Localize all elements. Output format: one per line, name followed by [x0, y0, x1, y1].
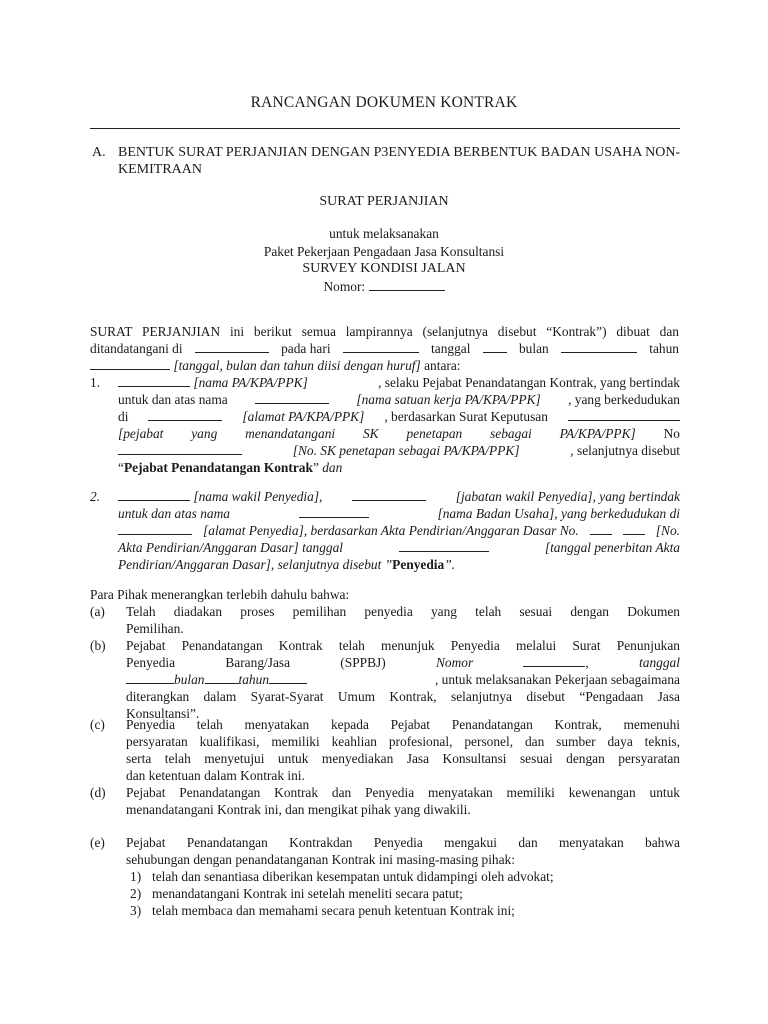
sub-item-3-label: 3) — [130, 903, 142, 918]
text-di: di — [118, 409, 129, 424]
blank-akta-date — [399, 539, 489, 552]
party-1-line-2 — [118, 391, 680, 408]
blank-akta-1 — [590, 522, 612, 535]
agreement-title: SURAT PERJANJIAN — [319, 194, 449, 209]
opening-paragraph — [90, 323, 679, 374]
party-1-role-text: , selaku Pejabat Penandatangan Kontrak, yang bertindak — [378, 375, 680, 390]
blank-year — [90, 357, 170, 370]
recital-d-line-2: menandatangani Kontrak ini, dan mengikat pihak yang diwakili. — [126, 802, 471, 817]
text-selanjutnya: , selanjutnya disebut — [570, 443, 680, 458]
word-menandatangani: menandatangani — [245, 426, 336, 441]
blank-sppbj-day — [126, 671, 174, 684]
recital-c-line-4: dan ketentuan dalam Kontrak ini. — [126, 768, 305, 783]
party-1-line-4 — [118, 425, 680, 442]
blank-wakil-jabatan — [352, 488, 426, 501]
badan-usaha-hint: [nama Badan Usaha], yang berkedudukan di — [437, 506, 680, 521]
penyedia-term: Penyedia — [392, 557, 445, 572]
party-2-line-3 — [118, 522, 680, 539]
blank-penyedia-address — [118, 522, 192, 535]
intro-line-2: Paket Pekerjaan Pengadaan Jasa Konsultansi — [263, 243, 505, 259]
recital-b-line-2 — [126, 654, 680, 671]
ppk-name-hint: [nama PA/KPA/PPK] — [193, 375, 308, 390]
sub-item-2-label: 2) — [130, 886, 142, 901]
blank-sppbj-month — [205, 671, 239, 684]
recital-b-line-4: diterangkan dalam Syarat-Syarat Umum Kontrak, selanjutnya disebut “Pengadaan Jasa — [126, 689, 680, 704]
intro-line-1: untuk melaksanakan — [329, 226, 439, 241]
word-yang: yang — [191, 426, 218, 441]
recital-c-label: (c) — [90, 717, 105, 732]
recital-c — [90, 716, 680, 784]
blank-ppk-address — [148, 408, 222, 421]
text-tahun: tahun — [649, 341, 679, 356]
blank-date — [483, 340, 507, 353]
agreement-intro — [0, 225, 768, 295]
party-1-line-6 — [118, 459, 680, 476]
recital-b-label: (b) — [90, 638, 106, 653]
blank-sk — [568, 408, 680, 421]
akta-date-hint: [tanggal penerbitan Akta — [544, 540, 680, 555]
blank-day — [343, 340, 419, 353]
recital-c-line-3: serta telah menyetujui untuk menyediakan Jasa Konsultansi sesuai dengan persyaratan — [126, 751, 680, 766]
akta-tanggal-text: Akta Pendirian/Anggaran Dasar] tanggal — [118, 540, 344, 555]
text-pada-hari: pada hari — [281, 341, 331, 356]
text-tanggal: tanggal — [431, 341, 471, 356]
section-a-line-1: BENTUK SURAT PERJANJIAN DENGAN P3ENYEDIA BERBENTUK BADAN USAHA NON- — [118, 145, 681, 160]
word-bulan: bulan — [174, 672, 205, 687]
section-a-line-2: KEMITRAAN — [118, 162, 202, 177]
word-penetapan: penetapan — [406, 426, 463, 441]
word-penyedia: Penyedia — [126, 655, 176, 670]
blank-month — [561, 340, 637, 353]
recital-d — [90, 784, 680, 818]
recital-e-label: (e) — [90, 835, 105, 850]
blank-sppbj-number — [523, 654, 585, 667]
blank-ppk-name — [118, 374, 190, 387]
party-1-number: 1. — [90, 375, 101, 390]
word-no: No — [663, 426, 680, 441]
party-1-line-1 — [118, 374, 680, 391]
text-bulan: bulan — [518, 341, 549, 356]
blank-wakil-name — [118, 488, 190, 501]
blank-akta-2 — [623, 522, 645, 535]
wakil-name-hint: [nama wakil Penyedia], — [193, 489, 323, 504]
party-2-number: 2. — [90, 489, 101, 504]
blank-place — [195, 340, 269, 353]
quote-close: ” — [312, 460, 323, 475]
text-berkedudukan: , yang berkedudukan — [568, 392, 680, 407]
recital-d-line-1: Pejabat Penandatangan Kontrak dan Penyedia menyatakan memiliki kewenangan untuk — [126, 785, 680, 800]
comma: , — [585, 655, 589, 670]
recital-b-line-3 — [126, 671, 680, 688]
penyedia-close: ”. — [444, 557, 456, 572]
word-sppbj: (SPPBJ) — [340, 655, 386, 670]
recital-a-line-2: Pemilihan. — [126, 621, 184, 636]
recital-b-line-5: Konsultansi”. — [126, 706, 200, 721]
document-title: RANCANGAN DOKUMEN KONTRAK — [250, 94, 518, 111]
recital-a — [90, 603, 680, 637]
nomor-line — [0, 278, 768, 296]
nomor-blank — [369, 278, 445, 291]
recital-a-label: (a) — [90, 604, 105, 619]
blank-satker — [255, 391, 329, 404]
penyedia-intro: Pendirian/Anggaran Dasar], selanjutnya disebut ” — [118, 557, 393, 572]
opening-line-3 — [90, 357, 679, 374]
word-tanggal: tanggal — [639, 655, 680, 670]
sub-item-1-label: 1) — [130, 869, 142, 884]
recital-e-line-1: Pejabat Penandatangan Kontrakdan Penyedia mengakui dan menyatakan bahwa — [126, 835, 680, 850]
text-ditandatangani: ditandatangani di — [90, 341, 183, 356]
akta-no-hint: [No. — [655, 523, 680, 538]
word-barang-jasa: Barang/Jasa — [225, 655, 291, 670]
recital-b — [90, 637, 680, 722]
blank-badan-usaha — [299, 505, 369, 518]
recital-e — [90, 834, 680, 868]
opening-line-2 — [90, 340, 679, 357]
sub-item-1 — [130, 868, 690, 885]
party-2-line-5 — [118, 556, 680, 573]
ppk-address-hint: [alamat PA/KPA/PPK] — [242, 409, 365, 424]
word-sebagai: sebagai — [490, 426, 532, 441]
nomor-label: Nomor: — [323, 278, 366, 294]
recital-a-line-1: Telah diadakan proses pemilihan penyedia yang telah sesuai dengan Dokumen — [126, 604, 680, 619]
text-untuk-atas-nama: untuk dan atas nama — [118, 392, 228, 407]
word-pejabat: [pejabat — [118, 426, 164, 441]
satker-hint: [nama satuan kerja PA/KPA/PPK] — [356, 392, 541, 407]
wakil-jabatan-hint: [jabatan wakil Penyedia], yang bertindak — [455, 489, 680, 504]
party-2-line-2 — [118, 505, 680, 522]
party-1 — [90, 374, 680, 476]
recital-d-label: (d) — [90, 785, 106, 800]
ppk-term: Pejabat Penandatangan Kontrak — [123, 460, 313, 475]
recital-b-line-3-text: , untuk melaksanakan Pekerjaan sebagaimana — [434, 672, 680, 687]
text-untuk-atas-nama-2: untuk dan atas nama — [118, 506, 230, 521]
date-instruction: [tanggal, bulan dan tahun diisi dengan huruf] — [173, 358, 421, 373]
party-2 — [90, 488, 680, 573]
blank-sk-number — [118, 442, 242, 455]
sub-item-3-text: telah membaca dan memahami secara penuh ketentuan Kontrak ini; — [152, 903, 515, 918]
recitals-intro: Para Pihak menerangkan terlebih dahulu bahwa: — [90, 587, 350, 602]
party-2-line-4 — [118, 539, 680, 556]
sub-item-1-text: telah dan senantiasa diberikan kesempatan untuk didampingi oleh advokat; — [152, 869, 554, 884]
word-nomor: Nomor — [435, 655, 474, 670]
project-name: SURVEY KONDISI JALAN — [302, 261, 466, 276]
recital-b-line-1: Pejabat Penandatangan Kontrak telah menunjuk Penyedia melalui Surat Penunjukan — [126, 638, 680, 653]
section-a-heading — [92, 144, 682, 178]
sub-item-2 — [130, 885, 690, 902]
recital-c-line-2: persyaratan kualifikasi, memiliki keahlian profesional, personel, dan sumber daya teknis, — [126, 734, 680, 749]
word-dan: dan — [322, 460, 343, 475]
sub-item-2-text: menandatangani Kontrak ini setelah meneliti secara patut; — [152, 886, 463, 901]
recital-c-line-1: Penyedia telah menyatakan kepada Pejabat Penandatangan Kontrak, memenuhi — [126, 717, 680, 732]
title-divider — [90, 128, 680, 129]
word-sk: SK — [362, 426, 379, 441]
section-a-letter: A. — [92, 145, 106, 160]
recital-e-line-2: sehubungan dengan penandatanganan Kontrak ini masing-masing pihak: — [126, 852, 515, 867]
text-antara: antara: — [424, 358, 461, 373]
word-tahun: tahun — [238, 672, 270, 687]
sub-item-3 — [130, 902, 690, 919]
opening-line-1: SURAT PERJANJIAN ini berikut semua lampirannya (selanjutnya disebut “Kontrak”) dibuat dan — [90, 324, 679, 339]
text-sk: , berdasarkan Surat Keputusan — [384, 409, 548, 424]
sk-number-hint: [No. SK penetapan sebagai PA/KPA/PPK] — [292, 443, 520, 458]
quote-open: “ — [118, 460, 124, 475]
akta-text: [alamat Penyedia], berdasarkan Akta Pendirian/Anggaran Dasar No. — [203, 523, 579, 538]
party-2-line-1 — [118, 488, 680, 505]
blank-sppbj-year — [269, 671, 307, 684]
party-1-line-5 — [118, 442, 680, 459]
word-pa-kpa-ppk: PA/KPA/PPK] — [559, 426, 636, 441]
party-1-line-3 — [118, 408, 680, 425]
